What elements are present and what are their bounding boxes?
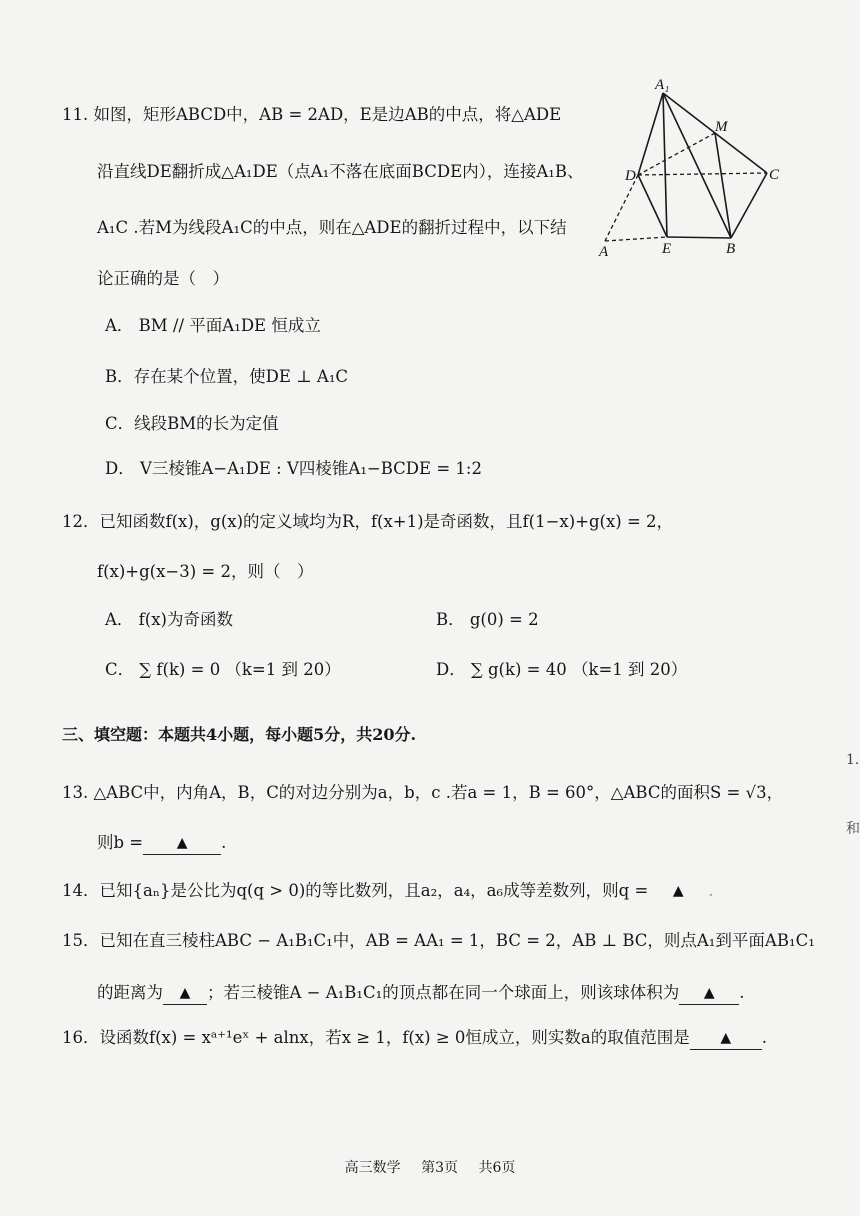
q14-text: 14．已知{aₙ}是公比为q(q > 0)的等比数列，且a₂，a₄，a₆成等差数列，则q = (62, 881, 649, 900)
q13-prefix: 则b = (97, 833, 144, 852)
q13-line1: 13. △ABC中，内角A，B，C的对边分别为a，b，c .若a = 1，B = 60°，△ABC的面积S = √3， (62, 783, 784, 802)
q12-line2: f(x)+g(x−3) = 2，则（ ） (97, 562, 314, 581)
page-footer (0, 1157, 860, 1177)
label-b: B (726, 241, 736, 257)
q12-option-b: B． g(0) = 2 (436, 610, 539, 629)
footer-page: 第3页 (421, 1160, 458, 1176)
q15-part-a: 的距离为 (97, 983, 163, 1002)
footer-subject: 高三数学 (344, 1160, 401, 1176)
q15-line1: 15．已知在直三棱柱ABC − A₁B₁C₁中，AB = AA₁ = 1，BC = 2，AB ⊥ BC，则点A₁到平面AB₁C₁ (62, 931, 815, 950)
label-e: E (662, 241, 672, 257)
triangle-marker-icon: ▲ (703, 985, 715, 1001)
q13-answer-blank[interactable] (143, 831, 221, 855)
q16-line1 (62, 1027, 767, 1051)
label-a1: A₁ (655, 77, 670, 93)
label-d: D (625, 168, 636, 184)
q15-part-c: . (739, 983, 745, 1002)
q15-line2 (97, 982, 745, 1006)
q11-line2: 沿直线DE翻折成△A₁DE（点A₁不落在底面BCDE内），连接A₁B、 (97, 162, 584, 181)
q14-answer-blank[interactable] (648, 879, 708, 902)
q12-option-d: D． ∑ g(k) = 40 （k=1 到 20） (436, 660, 688, 679)
edge-mark-1: 1. (846, 752, 860, 768)
section-3-heading: 三、填空题：本题共4小题，每小题5分，共20分. (62, 725, 417, 744)
q16-answer-blank[interactable] (690, 1026, 762, 1050)
q11-option-d: D． V三棱锥A−A₁DE : V四棱锥A₁−BCDE = 1:2 (105, 459, 482, 478)
q16-suffix: . (761, 1028, 768, 1047)
q16-text: 16．设函数f(x) = xᵃ⁺¹eˣ + alnx，若x ≥ 1，f(x) ≥ 0恒成立，则实数a的取值范围是 (62, 1028, 690, 1047)
triangle-marker-icon: ▲ (672, 883, 684, 899)
triangle-marker-icon: ▲ (176, 835, 188, 851)
q15-answer-blank-2[interactable] (679, 981, 739, 1005)
q11-option-c: C．线段BM的长为定值 (105, 414, 279, 433)
q11-option-a: A． BM // 平面A₁DE 恒成立 (105, 316, 321, 335)
q11-line3: A₁C .若M为线段A₁C的中点，则在△ADE的翻折过程中，以下结 (97, 218, 567, 237)
q13-line2 (97, 832, 226, 856)
q11-line1: 11. 如图，矩形ABCD中，AB = 2AD，E是边AB的中点，将△ADE (62, 105, 562, 124)
edge-mark-2: 和 (846, 821, 860, 837)
triangle-marker-icon: ▲ (179, 985, 191, 1001)
q14-line1 (62, 880, 714, 903)
footer-total: 共6页 (478, 1160, 516, 1176)
label-m: M (715, 119, 728, 135)
q14-suffix: . (708, 881, 714, 900)
triangle-marker-icon: ▲ (720, 1030, 732, 1046)
label-c: C (769, 167, 780, 183)
q11-line4: 论正确的是（ ） (97, 269, 229, 288)
label-a: A (599, 244, 609, 260)
q12-option-c: C． ∑ f(k) = 0 （k=1 到 20） (105, 660, 341, 679)
q15-answer-blank-1[interactable] (163, 981, 207, 1005)
q12-line1: 12．已知函数f(x)，g(x)的定义域均为R，f(x+1)是奇函数，且f(1−x)+g(x) = 2， (62, 512, 674, 531)
q13-suffix: . (221, 833, 227, 852)
q11-option-b: B．存在某个位置，使DE ⊥ A₁C (105, 367, 349, 386)
q12-option-a: A． f(x)为奇函数 (105, 610, 233, 629)
pyramid-figure (595, 75, 795, 265)
q15-part-b: ；若三棱锥A − A₁B₁C₁的顶点都在同一个球面上，则该球体积为 (207, 983, 680, 1002)
